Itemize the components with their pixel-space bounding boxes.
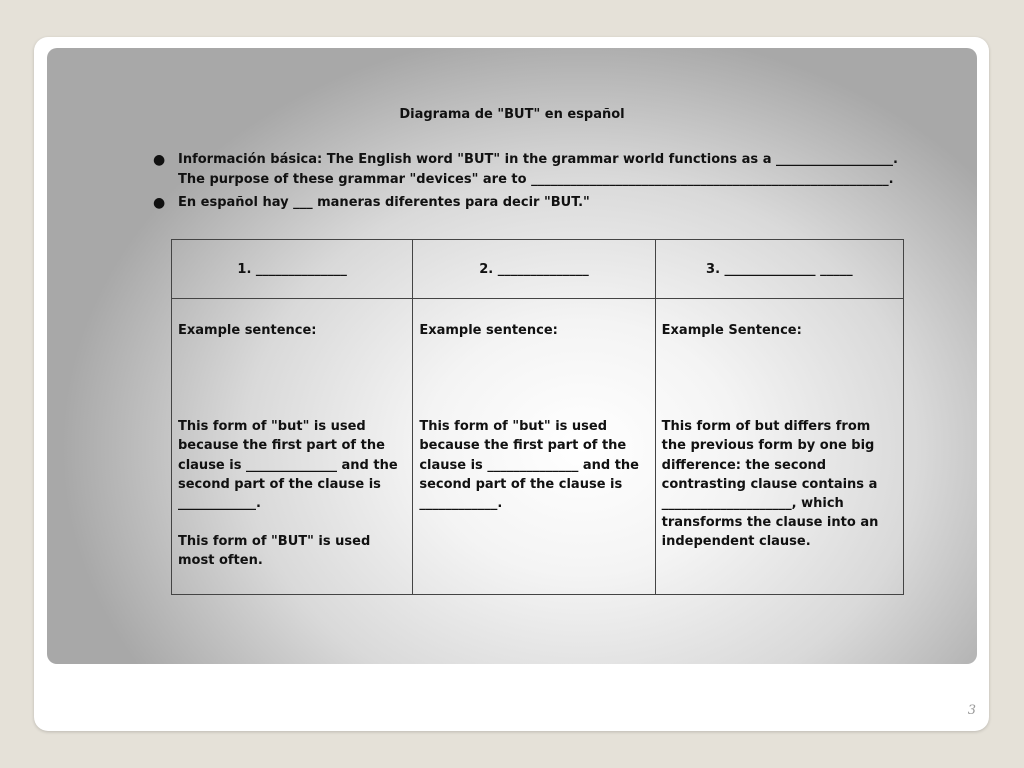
cell-description: This form of "but" is used because the first part of the clause is ______________ and the second part of the clause is ____________. (419, 419, 639, 512)
example-blank-space (419, 340, 648, 417)
bullet-list (150, 150, 910, 216)
bullet-text: Información básica: The English word "BUT" in the grammar world functions as a __________________. The purpose of these grammar "devices" are to _______________________________________________________. (178, 152, 898, 187)
cell-description: This form of but differs from the previous form by one big difference: the second contrasting clause contains a ____________________, which transforms the clause into an independent clause. (661, 419, 879, 550)
table-header-cell: 3. ______________ _____ (655, 240, 903, 299)
example-label: Example sentence: (178, 323, 317, 338)
bullet-dot-icon: ● (153, 195, 166, 211)
example-label: Example Sentence: (661, 323, 802, 338)
table-cell (655, 299, 903, 595)
cell-description: This form of "but" is used because the first part of the clause is ______________ and the second part of the clause is ____________. (178, 419, 398, 512)
bullet-dot-icon: ● (153, 152, 166, 168)
example-label: Example sentence: (419, 323, 558, 338)
bullet-item (150, 193, 910, 213)
document-title: Diagrama de "BUT" en español (399, 107, 625, 122)
example-blank-space (178, 340, 406, 417)
example-blank-space (662, 340, 897, 417)
table-row (172, 299, 904, 595)
bullet-text: En español hay ___ maneras diferentes para decir "BUT." (178, 195, 590, 210)
table-header-cell: 1. ______________ (172, 240, 413, 299)
but-forms-table (171, 239, 904, 595)
bullet-item (150, 150, 910, 190)
table-cell (172, 299, 413, 595)
table-cell (413, 299, 655, 595)
page-number: 3 (967, 703, 976, 718)
cell-note: This form of "BUT" is used most often. (178, 534, 371, 569)
table-header-cell: 2. ______________ (413, 240, 655, 299)
table-header-row (172, 240, 904, 299)
